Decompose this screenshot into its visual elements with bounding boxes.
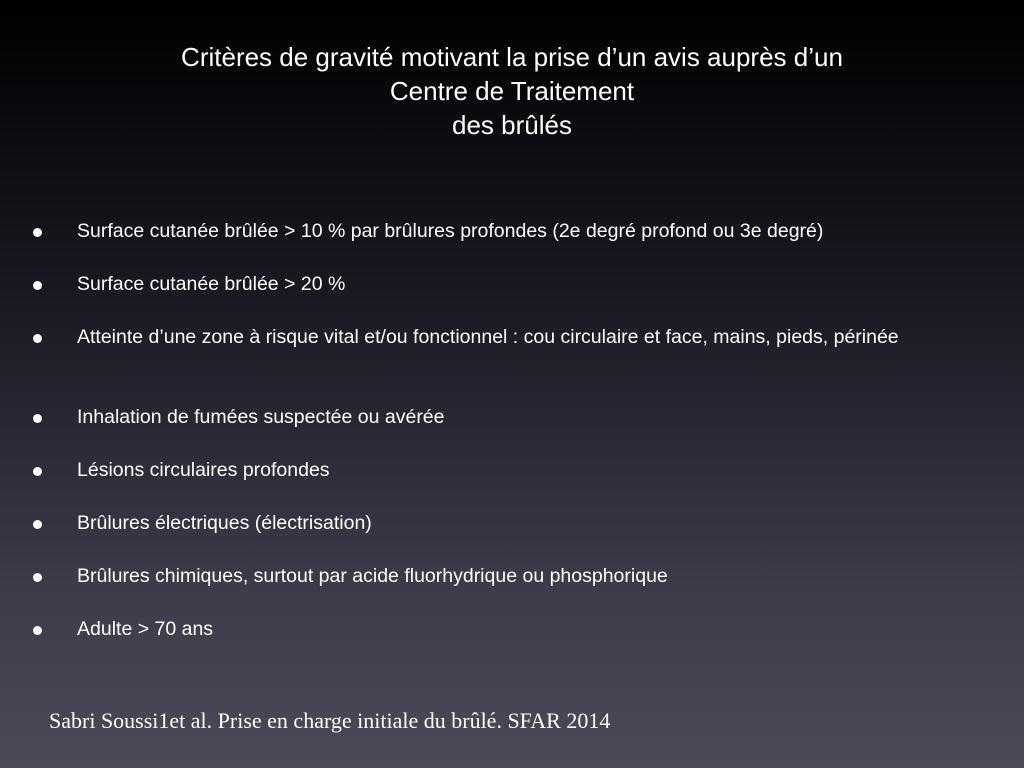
criteria-text: Atteinte d’une zone à risque vital et/ou fonctionnel : cou circulaire et face, mains, pieds, périnée <box>77 326 899 348</box>
criteria-text: Surface cutanée brûlée > 20 % <box>77 273 346 295</box>
criteria-text: Adulte > 70 ans <box>77 618 214 640</box>
bullet-icon <box>33 228 42 237</box>
criteria-text: Lésions circulaires profondes <box>77 459 330 481</box>
slide-title-line-3: des brûlés <box>452 110 572 140</box>
criteria-text: Brûlures électriques (électrisation) <box>77 512 372 534</box>
bullet-icon <box>33 281 42 290</box>
bullet-icon <box>33 414 42 423</box>
slide-title-line-1: Critères de gravité motivant la prise d’un avis auprès d’un <box>181 42 843 72</box>
citation: Sabri Soussi1et al. Prise en charge initiale du brûlé. SFAR 2014 <box>49 708 611 733</box>
criteria-text: Surface cutanée brûlée > 10 % par brûlures profondes (2e degré profond ou 3e degré) <box>77 220 824 242</box>
slide-title-line-2: Centre de Traitement <box>389 76 635 106</box>
bullet-icon <box>33 520 42 529</box>
criteria-text: Brûlures chimiques, surtout par acide fluorhydrique ou phosphorique <box>77 565 668 587</box>
bullet-icon <box>33 626 42 635</box>
bullet-icon <box>33 573 42 582</box>
criteria-text: Inhalation de fumées suspectée ou avérée <box>77 406 445 428</box>
bullet-icon <box>33 467 42 476</box>
bullet-icon <box>33 334 42 343</box>
